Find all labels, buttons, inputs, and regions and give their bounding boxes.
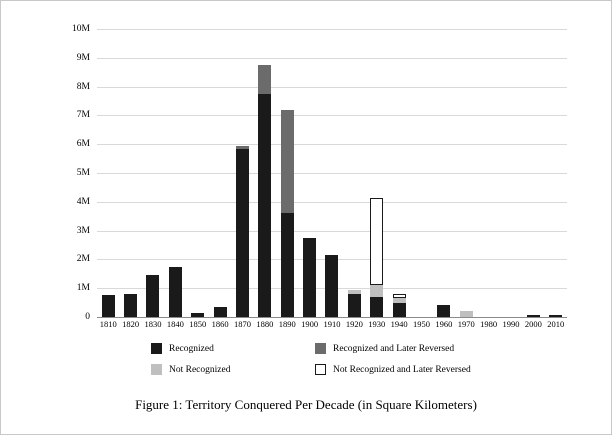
bar-slot bbox=[231, 29, 253, 317]
x-axis-tick-label: 1910 bbox=[323, 319, 341, 329]
bar-slot bbox=[142, 29, 164, 317]
bar-segment bbox=[437, 305, 450, 317]
y-axis-tick-label: 5M bbox=[76, 168, 90, 178]
bar-stack[interactable] bbox=[460, 311, 473, 317]
bar-slot bbox=[410, 29, 432, 317]
legend-label: Not Recognized bbox=[169, 364, 231, 375]
bar-stack[interactable] bbox=[146, 275, 159, 317]
chart-plot-area bbox=[72, 24, 567, 322]
bar-slot bbox=[455, 29, 477, 317]
x-axis-tick-label: 1980 bbox=[480, 319, 498, 329]
bar-segment bbox=[102, 295, 115, 317]
bar-slot bbox=[119, 29, 141, 317]
x-axis-tick-label: 1870 bbox=[233, 319, 251, 329]
bar-slot bbox=[187, 29, 209, 317]
bar-series-container bbox=[97, 29, 567, 317]
bar-segment bbox=[281, 110, 294, 214]
bar-slot bbox=[433, 29, 455, 317]
bar-segment bbox=[549, 315, 562, 317]
bar-stack[interactable] bbox=[370, 198, 383, 318]
legend-item[interactable] bbox=[315, 343, 471, 354]
legend-item[interactable] bbox=[315, 364, 471, 375]
x-axis-tick-label: 1920 bbox=[345, 319, 363, 329]
bar-stack[interactable] bbox=[527, 315, 540, 317]
bar-stack[interactable] bbox=[258, 65, 271, 317]
bar-segment bbox=[124, 294, 137, 317]
x-axis-line bbox=[85, 312, 567, 322]
bar-segment bbox=[281, 213, 294, 317]
legend-label: Recognized and Later Reversed bbox=[333, 343, 455, 354]
x-axis-tick-label: 1990 bbox=[502, 319, 520, 329]
x-axis-tick-label: 1810 bbox=[99, 319, 117, 329]
bar-slot bbox=[343, 29, 365, 317]
x-axis-tick-label: 1900 bbox=[301, 319, 319, 329]
legend-item[interactable] bbox=[151, 364, 307, 375]
y-axis-tick-label: 10M bbox=[72, 24, 90, 34]
x-axis-tick-label: 1970 bbox=[457, 319, 475, 329]
x-axis-tick-label: 1840 bbox=[166, 319, 184, 329]
x-axis-tick-label: 1960 bbox=[435, 319, 453, 329]
legend-label: Recognized bbox=[169, 343, 214, 354]
bar-stack[interactable] bbox=[169, 267, 182, 317]
bar-segment bbox=[146, 275, 159, 317]
legend-swatch-icon bbox=[315, 364, 326, 375]
legend-swatch-icon bbox=[151, 343, 162, 354]
bar-slot bbox=[254, 29, 276, 317]
bar-slot bbox=[545, 29, 567, 317]
bar-segment bbox=[370, 285, 383, 297]
figure-caption: Figure 1: Territory Conquered Per Decade (in Square Kilometers) bbox=[135, 397, 477, 412]
x-axis-tick-label: 1820 bbox=[122, 319, 140, 329]
bar-segment bbox=[169, 267, 182, 317]
y-axis-tick-label: 6M bbox=[76, 139, 90, 150]
bar-stack[interactable] bbox=[303, 238, 316, 317]
bar-slot bbox=[209, 29, 231, 317]
bar-stack[interactable] bbox=[191, 313, 204, 317]
x-axis-tick-label: 1850 bbox=[189, 319, 207, 329]
bar-stack[interactable] bbox=[124, 294, 137, 317]
bar-stack[interactable] bbox=[549, 315, 562, 317]
bar-segment bbox=[460, 311, 473, 317]
bar-slot bbox=[298, 29, 320, 317]
x-axis-tick-labels bbox=[97, 319, 567, 329]
y-axis-tick-label: 1M bbox=[76, 283, 90, 294]
bar-segment bbox=[258, 65, 271, 94]
bar-stack[interactable] bbox=[393, 294, 406, 317]
bar-segment bbox=[527, 315, 540, 317]
bar-slot bbox=[321, 29, 343, 317]
y-axis-tick-label: 9M bbox=[76, 52, 90, 63]
bar-segment bbox=[258, 94, 271, 317]
bar-slot bbox=[500, 29, 522, 317]
bar-stack[interactable] bbox=[102, 295, 115, 317]
bar-slot bbox=[276, 29, 298, 317]
bar-stack[interactable] bbox=[325, 255, 338, 317]
bar-segment bbox=[370, 198, 383, 286]
bar-segment bbox=[370, 297, 383, 317]
y-axis-tick-label: 7M bbox=[76, 110, 90, 121]
y-axis-tick-label: 2M bbox=[76, 254, 90, 265]
bar-segment bbox=[348, 294, 361, 317]
y-axis-tick-label: 8M bbox=[76, 81, 90, 92]
bar-stack[interactable] bbox=[236, 146, 249, 317]
legend-swatch-icon bbox=[315, 343, 326, 354]
bar-segment bbox=[236, 149, 249, 317]
bar-slot bbox=[388, 29, 410, 317]
x-axis-tick-label: 2010 bbox=[547, 319, 565, 329]
x-axis-tick-label: 1880 bbox=[256, 319, 274, 329]
y-axis-tick-label: 0 bbox=[85, 312, 90, 322]
bar-slot bbox=[366, 29, 388, 317]
x-axis-tick-label: 1940 bbox=[390, 319, 408, 329]
y-axis-tick-label: 3M bbox=[76, 225, 90, 236]
y-axis-tick-label: 4M bbox=[76, 196, 90, 207]
bar-stack[interactable] bbox=[214, 307, 227, 317]
bar-segment bbox=[214, 307, 227, 317]
x-axis-tick-label: 1930 bbox=[368, 319, 386, 329]
legend-item[interactable] bbox=[151, 343, 307, 354]
legend-label: Not Recognized and Later Reversed bbox=[333, 364, 471, 375]
bar-segment bbox=[191, 313, 204, 317]
chart-legend bbox=[151, 343, 471, 375]
bar-slot bbox=[164, 29, 186, 317]
x-axis-tick-label: 2000 bbox=[524, 319, 542, 329]
legend-swatch-icon bbox=[151, 364, 162, 375]
bar-slot bbox=[477, 29, 499, 317]
bar-segment bbox=[393, 303, 406, 317]
x-axis-tick-label: 1890 bbox=[278, 319, 296, 329]
bar-stack[interactable] bbox=[281, 110, 294, 317]
bar-segment bbox=[325, 255, 338, 317]
x-axis-tick-label: 1830 bbox=[144, 319, 162, 329]
bar-segment bbox=[303, 238, 316, 317]
bar-stack[interactable] bbox=[348, 290, 361, 317]
x-axis-tick-label: 1860 bbox=[211, 319, 229, 329]
bar-stack[interactable] bbox=[437, 305, 450, 317]
x-axis-tick-label: 1950 bbox=[412, 319, 430, 329]
bar-slot bbox=[97, 29, 119, 317]
bar-slot bbox=[522, 29, 544, 317]
